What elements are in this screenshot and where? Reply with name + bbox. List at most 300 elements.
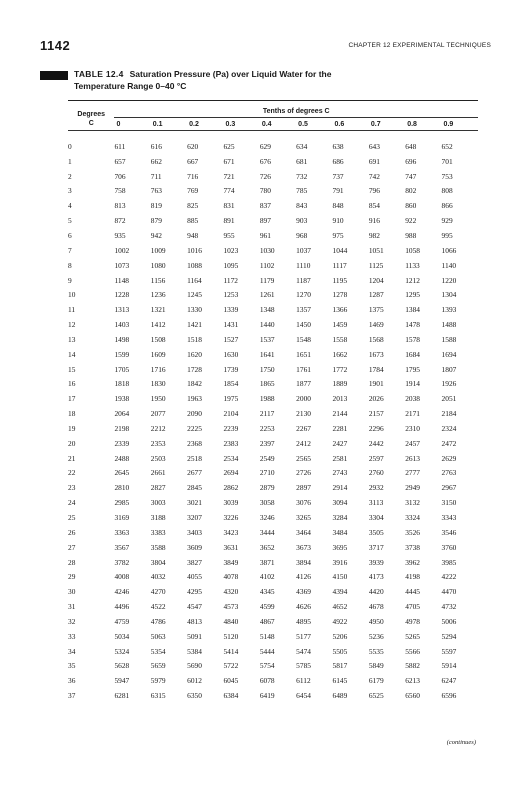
- pressure-cell: 1854: [223, 379, 239, 389]
- pressure-cell: 1278: [332, 290, 348, 300]
- pressure-cell: 4922: [332, 616, 348, 626]
- table-row: [68, 154, 478, 169]
- degree-cell: 32: [68, 616, 76, 626]
- pressure-cell: 5628: [114, 661, 130, 671]
- pressure-cell: 5120: [223, 631, 239, 641]
- pressure-cell: 2488: [114, 453, 130, 463]
- pressure-cell: 4150: [332, 572, 348, 582]
- pressure-cell: 696: [405, 156, 417, 166]
- row-header-line-1: Degrees: [77, 111, 106, 118]
- pressure-cell: 1469: [368, 320, 384, 330]
- pressure-cell: 785: [296, 186, 308, 196]
- pressure-cell: 3423: [223, 527, 239, 537]
- pressure-cell: 3631: [223, 542, 239, 552]
- pressure-cell: 1195: [332, 275, 348, 285]
- degree-cell: 29: [68, 572, 76, 582]
- pressure-cell: 657: [114, 156, 126, 166]
- column-header: 0.5: [298, 120, 308, 128]
- pressure-cell: 1051: [368, 245, 384, 255]
- table-row: [68, 495, 478, 510]
- pressure-cell: 2760: [368, 468, 384, 478]
- table-row: [68, 169, 478, 184]
- pressure-cell: 6350: [187, 691, 202, 701]
- table-row: [68, 258, 478, 273]
- pressure-cell: 1204: [368, 275, 384, 285]
- pressure-cell: 701: [441, 156, 453, 166]
- pressure-cell: 1568: [368, 334, 384, 344]
- pressure-cell: 1117: [332, 260, 347, 270]
- pressure-cell: 676: [259, 156, 271, 166]
- pressure-cell: 4222: [441, 572, 457, 582]
- pressure-cell: 4895: [296, 616, 311, 626]
- pressure-cell: 3076: [296, 498, 311, 508]
- pressure-cell: 903: [296, 216, 308, 226]
- pressure-cell: 5177: [296, 631, 311, 641]
- pressure-cell: 1450: [296, 320, 311, 330]
- pressure-cell: 1440: [259, 320, 275, 330]
- pressure-cell: 1044: [332, 245, 348, 255]
- pressure-cell: 848: [332, 201, 344, 211]
- pressure-cell: 1187: [296, 275, 311, 285]
- pressure-cell: 2710: [259, 468, 275, 478]
- table-row: [68, 347, 478, 362]
- group-header: Tenths of degrees C: [114, 103, 478, 118]
- pressure-cell: 5754: [259, 661, 275, 671]
- table-row: [68, 273, 478, 288]
- table-row: [68, 377, 478, 392]
- pressure-cell: 1080: [150, 260, 166, 270]
- pressure-cell: 2565: [296, 453, 311, 463]
- pressure-cell: 3094: [332, 498, 348, 508]
- pressure-cell: 629: [259, 141, 271, 151]
- pressure-cell: 872: [114, 216, 126, 226]
- pressure-cell: 935: [114, 230, 126, 240]
- pressure-cell: 3546: [441, 527, 457, 537]
- degree-cell: 14: [68, 349, 76, 359]
- degree-cell: 31: [68, 602, 76, 612]
- pressure-cell: 5659: [150, 661, 166, 671]
- column-header: 0.3: [225, 120, 236, 128]
- degree-cell: 20: [68, 438, 76, 448]
- degree-cell: 15: [68, 364, 76, 374]
- pressure-cell: 2038: [405, 394, 420, 404]
- table-row: [68, 406, 478, 421]
- pressure-cell: 3695: [332, 542, 348, 552]
- pressure-cell: 2985: [114, 498, 130, 508]
- pressure-cell: 2077: [150, 409, 166, 419]
- pressure-cell: 3609: [187, 542, 202, 552]
- pressure-cell: 948: [187, 230, 199, 240]
- pressure-cell: 747: [405, 171, 417, 181]
- pressure-cell: 4246: [114, 587, 130, 597]
- pressure-cell: 1641: [259, 349, 275, 359]
- pressure-cell: 2267: [296, 423, 311, 433]
- pressure-cell: 5265: [405, 631, 420, 641]
- pressure-cell: 860: [405, 201, 417, 211]
- pressure-cell: 726: [259, 171, 271, 181]
- pressure-cell: 1705: [114, 364, 130, 374]
- pressure-cell: 2144: [332, 409, 348, 419]
- pressure-cell: 1498: [114, 334, 130, 344]
- pressure-cell: 1784: [368, 364, 384, 374]
- degree-cell: 27: [68, 542, 76, 552]
- pressure-cell: 3849: [223, 557, 239, 567]
- pressure-cell: 4978: [405, 616, 420, 626]
- pressure-cell: 721: [223, 171, 235, 181]
- pressure-cell: 5414: [223, 646, 239, 656]
- degree-cell: 34: [68, 646, 76, 656]
- pressure-cell: 2368: [187, 438, 202, 448]
- pressure-cell: 4522: [150, 602, 166, 612]
- pressure-cell: 1357: [296, 305, 311, 315]
- pressure-cell: 2661: [150, 468, 166, 478]
- table-row: [68, 688, 478, 703]
- pressure-cell: 4369: [296, 587, 311, 597]
- pressure-cell: 791: [332, 186, 344, 196]
- degree-cell: 37: [68, 691, 76, 701]
- table-row: [68, 510, 478, 525]
- degree-cell: 1: [68, 156, 72, 166]
- pressure-cell: 3207: [187, 513, 202, 523]
- pressure-cell: 1058: [405, 245, 420, 255]
- pressure-cell: 1830: [150, 379, 166, 389]
- pressure-cell: 1963: [187, 394, 202, 404]
- pressure-cell: 4759: [114, 616, 130, 626]
- table-row: [68, 659, 478, 674]
- pressure-cell: 2353: [150, 438, 166, 448]
- degree-cell: 35: [68, 661, 76, 671]
- degree-cell: 24: [68, 498, 76, 508]
- pressure-cell: 3894: [296, 557, 311, 567]
- pressure-cell: 6145: [332, 676, 348, 686]
- pressure-cell: 5384: [187, 646, 202, 656]
- pressure-cell: 995: [441, 230, 453, 240]
- pressure-cell: 634: [296, 141, 308, 151]
- pressure-cell: 4445: [405, 587, 420, 597]
- pressure-cell: 1172: [223, 275, 238, 285]
- table-row: [68, 569, 478, 584]
- pressure-cell: 3343: [441, 513, 457, 523]
- pressure-cell: 1938: [114, 394, 130, 404]
- pressure-cell: 929: [441, 216, 453, 226]
- pressure-cell: 4078: [223, 572, 239, 582]
- pressure-cell: 1270: [296, 290, 311, 300]
- table-title-line-2: Temperature Range 0–40 °C: [74, 81, 187, 91]
- degree-cell: 5: [68, 216, 72, 226]
- pressure-cell: 625: [223, 141, 235, 151]
- pressure-cell: 1548: [296, 334, 311, 344]
- pressure-cell: 2171: [405, 409, 420, 419]
- pressure-cell: 3464: [296, 527, 311, 537]
- pressure-cell: 1842: [187, 379, 202, 389]
- column-header: 0: [116, 120, 121, 128]
- pressure-cell: 3058: [259, 498, 275, 508]
- pressure-cell: 4867: [259, 616, 275, 626]
- pressure-cell: 1694: [441, 349, 457, 359]
- degree-cell: 0: [68, 141, 72, 151]
- pressure-cell: 1179: [259, 275, 275, 285]
- table-row: [68, 629, 478, 644]
- table-row: [68, 213, 478, 228]
- pressure-cell: 3526: [405, 527, 420, 537]
- pressure-cell: 988: [405, 230, 417, 240]
- pressure-cell: 769: [187, 186, 199, 196]
- degree-cell: 13: [68, 334, 76, 344]
- pressure-cell: 5535: [368, 646, 384, 656]
- pressure-cell: 6012: [187, 676, 202, 686]
- table-row: [68, 480, 478, 495]
- pressure-cell: 3717: [368, 542, 384, 552]
- pressure-cell: 2442: [368, 438, 384, 448]
- pressure-cell: 1630: [223, 349, 239, 359]
- pressure-cell: 1095: [223, 260, 239, 270]
- pressure-cell: 2117: [259, 409, 275, 419]
- pressure-cell: 6179: [368, 676, 384, 686]
- pressure-cell: 2862: [223, 483, 239, 493]
- pressure-cell: 1527: [223, 334, 239, 344]
- pressure-cell: 2827: [150, 483, 166, 493]
- pressure-cell: 4345: [259, 587, 275, 597]
- pressure-cell: 3403: [187, 527, 202, 537]
- pressure-cell: 2914: [332, 483, 348, 493]
- pressure-cell: 1110: [296, 260, 311, 270]
- pressure-cell: 2064: [114, 409, 130, 419]
- pressure-cell: 1148: [114, 275, 129, 285]
- pressure-cell: 3003: [150, 498, 166, 508]
- pressure-cell: 5690: [187, 661, 202, 671]
- pressure-cell: 2296: [368, 423, 384, 433]
- table-row: [68, 614, 478, 629]
- pressure-cell: 3169: [114, 513, 130, 523]
- pressure-cell: 1716: [150, 364, 166, 374]
- pressure-cell: 1761: [296, 364, 311, 374]
- pressure-cell: 6281: [114, 691, 130, 701]
- pressure-cell: 643: [368, 141, 380, 151]
- pressure-cell: 2967: [441, 483, 457, 493]
- pressure-cell: 2383: [223, 438, 239, 448]
- pressure-cell: 2157: [368, 409, 384, 419]
- pressure-cell: 2253: [259, 423, 275, 433]
- degree-cell: 21: [68, 453, 76, 463]
- pressure-cell: 3226: [223, 513, 239, 523]
- pressure-cell: 6454: [296, 691, 311, 701]
- pressure-cell: 1102: [259, 260, 275, 270]
- pressure-cell: 1599: [114, 349, 130, 359]
- pressure-cell: 5091: [187, 631, 202, 641]
- pressure-cell: 825: [187, 201, 199, 211]
- pressure-cell: 4573: [223, 602, 239, 612]
- pressure-cell: 819: [150, 201, 162, 211]
- pressure-cell: 6419: [259, 691, 275, 701]
- pressure-cell: 4320: [223, 587, 239, 597]
- pressure-cell: 1975: [223, 394, 239, 404]
- table-row: [68, 287, 478, 302]
- pressure-cell: 1287: [368, 290, 384, 300]
- pressure-cell: 6213: [405, 676, 420, 686]
- pressure-cell: 1245: [187, 290, 202, 300]
- degree-cell: 30: [68, 587, 76, 597]
- pressure-cell: 616: [150, 141, 162, 151]
- column-header: 0.2: [189, 120, 199, 128]
- pressure-cell: 4599: [259, 602, 275, 612]
- pressure-cell: 2549: [259, 453, 275, 463]
- pressure-cell: 1651: [296, 349, 311, 359]
- pressure-cell: 837: [259, 201, 271, 211]
- pressure-cell: 5354: [150, 646, 166, 656]
- pressure-cell: 638: [332, 141, 344, 151]
- pressure-cell: 4173: [368, 572, 384, 582]
- pressure-cell: 4786: [150, 616, 166, 626]
- pressure-cell: 1073: [114, 260, 130, 270]
- pressure-cell: 2629: [441, 453, 457, 463]
- pressure-cell: 3383: [150, 527, 166, 537]
- column-header: 0.6: [334, 120, 345, 128]
- pressure-cell: 5597: [441, 646, 457, 656]
- pressure-cell: 1901: [368, 379, 384, 389]
- pressure-cell: 1818: [114, 379, 130, 389]
- pressure-cell: 1558: [332, 334, 348, 344]
- pressure-cell: 2457: [405, 438, 420, 448]
- column-header: 0.1: [152, 120, 163, 128]
- pressure-cell: 5882: [405, 661, 420, 671]
- pressure-cell: 885: [187, 216, 199, 226]
- pressure-cell: 3039: [223, 498, 239, 508]
- degree-cell: 36: [68, 676, 76, 686]
- column-header: 0.4: [261, 120, 272, 128]
- degree-cell: 25: [68, 513, 76, 523]
- pressure-cell: 774: [223, 186, 235, 196]
- pressure-cell: 1795: [405, 364, 420, 374]
- degree-cell: 28: [68, 557, 76, 567]
- pressure-cell: 1750: [259, 364, 275, 374]
- table-row: [68, 466, 478, 481]
- pressure-cell: 1578: [405, 334, 420, 344]
- page-number: 1142: [40, 38, 71, 53]
- table-row: [68, 198, 478, 213]
- pressure-cell: 737: [332, 171, 344, 181]
- pressure-cell: 1620: [187, 349, 202, 359]
- degree-cell: 10: [68, 290, 76, 300]
- pressure-cell: 955: [223, 230, 235, 240]
- pressure-cell: 3962: [405, 557, 420, 567]
- pressure-cell: 3132: [405, 498, 420, 508]
- pressure-cell: 2726: [296, 468, 311, 478]
- pressure-cell: 968: [296, 230, 308, 240]
- pressure-cell: 1212: [405, 275, 420, 285]
- pressure-cell: 2613: [405, 453, 420, 463]
- pressure-cell: 5474: [296, 646, 311, 656]
- pressure-cell: 1348: [259, 305, 275, 315]
- pressure-cell: 2310: [405, 423, 420, 433]
- caption-bar: [40, 71, 68, 80]
- table-row: [68, 599, 478, 614]
- pressure-cell: 1421: [187, 320, 202, 330]
- pressure-cell: 6078: [259, 676, 275, 686]
- pressure-cell: 4420: [368, 587, 384, 597]
- pressure-cell: 1431: [223, 320, 239, 330]
- degree-cell: 18: [68, 409, 76, 419]
- table-row: [68, 451, 478, 466]
- table-row: [68, 139, 478, 154]
- pressure-cell: 1253: [223, 290, 239, 300]
- degree-cell: 12: [68, 320, 76, 330]
- pressure-cell: 5505: [332, 646, 348, 656]
- pressure-cell: 1914: [405, 379, 420, 389]
- pressure-cell: 1988: [259, 394, 275, 404]
- pressure-cell: 4732: [441, 602, 457, 612]
- pressure-cell: 1865: [259, 379, 275, 389]
- header-rule: [68, 131, 478, 140]
- table-label: TABLE 12.4: [74, 69, 124, 79]
- pressure-cell: 1459: [332, 320, 348, 330]
- pressure-cell: 897: [259, 216, 271, 226]
- pressure-cell: 5236: [368, 631, 384, 641]
- pressure-cell: 2026: [368, 394, 384, 404]
- row-header-line-2: C: [88, 120, 94, 127]
- pressure-cell: 5206: [332, 631, 348, 641]
- pressure-cell: 2239: [223, 423, 239, 433]
- pressure-cell: 3304: [368, 513, 384, 523]
- pressure-cell: 6489: [332, 691, 348, 701]
- column-header: 0.8: [407, 120, 417, 128]
- pressure-cell: 686: [332, 156, 344, 166]
- degree-cell: 7: [68, 245, 72, 255]
- pressure-cell: 891: [223, 216, 235, 226]
- pressure-cell: 3652: [259, 542, 275, 552]
- pressure-cell: 3284: [332, 513, 348, 523]
- pressure-cell: 4102: [259, 572, 275, 582]
- pressure-cell: 2281: [332, 423, 348, 433]
- pressure-cell: 671: [223, 156, 235, 166]
- pressure-cell: 1313: [114, 305, 130, 315]
- pressure-cell: 1339: [223, 305, 239, 315]
- pressure-cell: 6560: [405, 691, 420, 701]
- pressure-cell: 4547: [187, 602, 202, 612]
- pressure-cell: 2518: [187, 453, 202, 463]
- pressure-cell: 3985: [441, 557, 457, 567]
- pressure-cell: 1739: [223, 364, 239, 374]
- pressure-cell: 3738: [405, 542, 420, 552]
- pressure-cell: 1684: [405, 349, 420, 359]
- running-header: CHAPTER 12 EXPERIMENTAL TECHNIQUES: [348, 42, 491, 49]
- pressure-cell: 2777: [405, 468, 420, 478]
- pressure-cell: 2581: [332, 453, 348, 463]
- pressure-cell: 2763: [441, 468, 457, 478]
- pressure-cell: 5947: [114, 676, 130, 686]
- pressure-cell: 5785: [296, 661, 311, 671]
- pressure-cell: 5148: [259, 631, 275, 641]
- pressure-cell: 3444: [259, 527, 275, 537]
- pressure-cell: 1321: [150, 305, 166, 315]
- pressure-cell: 711: [150, 171, 162, 181]
- pressure-cell: 3113: [368, 498, 384, 508]
- pressure-cell: 1088: [187, 260, 202, 270]
- table-row: [68, 332, 478, 347]
- pressure-cell: 706: [114, 171, 126, 181]
- pressure-cell: 3021: [187, 498, 202, 508]
- pressure-cell: 2597: [368, 453, 384, 463]
- pressure-cell: 4008: [114, 572, 130, 582]
- degree-cell: 26: [68, 527, 76, 537]
- degree-cell: 6: [68, 230, 72, 240]
- pressure-cell: 843: [296, 201, 308, 211]
- pressure-cell: 667: [187, 156, 199, 166]
- pressure-cell: 1772: [332, 364, 348, 374]
- pressure-cell: 1009: [150, 245, 166, 255]
- pressure-cell: 1393: [441, 305, 457, 315]
- pressure-cell: 1261: [259, 290, 275, 300]
- pressure-cell: 2879: [259, 483, 275, 493]
